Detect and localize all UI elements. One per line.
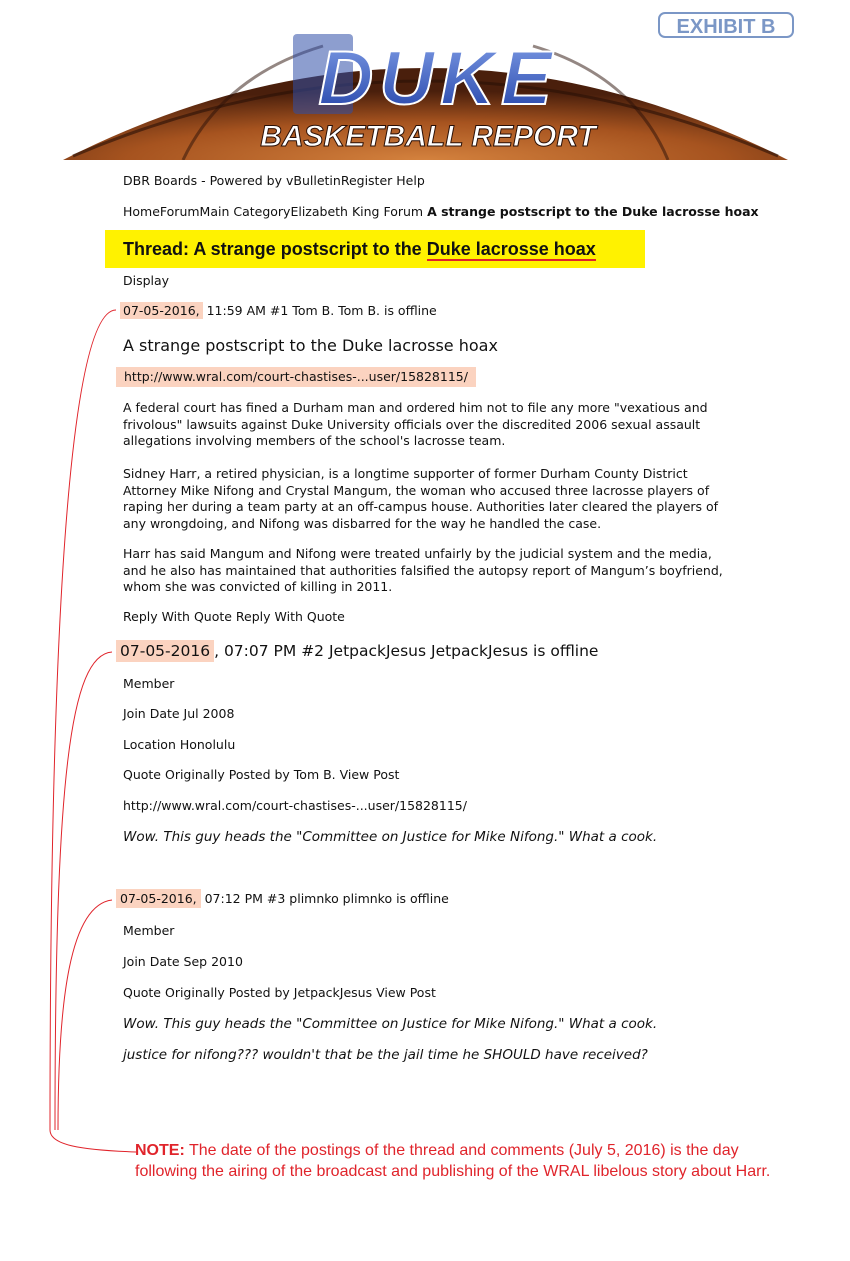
post2-role: Member [123, 676, 175, 691]
breadcrumb [123, 204, 759, 220]
post1-paragraph-3: Harr has said Mangum and Nifong were treated unfairly by the judicial system and the media, and he also has maintained that authorities falsified the autopsy report of Mangum’s boyfriend, whom she was convicted of killing in 2011. [123, 546, 723, 594]
thread-title-prefix: Thread: A strange postscript to the [123, 239, 427, 259]
post2-date: 07-05-2016 [116, 640, 214, 662]
bracket-post3 [58, 900, 112, 1130]
post2-location: Location Honolulu [123, 737, 236, 752]
note-text: The date of the postings of the thread and comments (July 5, 2016) is the day following the airing of the broadcast and publishing of the WRAL libelous story about Harr. [135, 1142, 771, 1180]
display-menu[interactable]: Display [123, 273, 170, 288]
post3-quote-header[interactable]: Quote Originally Posted by JetpackJesus View Post [123, 985, 436, 1000]
post1-date: 07-05-2016, [120, 302, 203, 319]
top-nav[interactable]: DBR Boards - Powered by vBulletinRegister Help [123, 173, 425, 188]
dbr-banner-logo [63, 16, 788, 160]
bracket-post1 [50, 310, 136, 1152]
post3-date: 07-05-2016, [116, 889, 201, 908]
banner-subtitle-text: BASKETBALL REPORT [260, 120, 596, 153]
post1-header [120, 303, 437, 319]
reply-with-quote-button[interactable]: Reply With Quote Reply With Quote [123, 609, 345, 624]
thread-title-highlight: Duke lacrosse hoax [426, 239, 596, 259]
note-label: NOTE: [135, 1142, 185, 1159]
post1-meta: 11:59 AM #1 Tom B. Tom B. is offline [202, 303, 437, 318]
exhibit-label: EXHIBIT B [658, 12, 794, 38]
post2-quote-header[interactable]: Quote Originally Posted by Tom B. View Post [123, 767, 400, 782]
breadcrumb-path[interactable]: HomeForumMain CategoryElizabeth King Forum [123, 204, 424, 219]
breadcrumb-current: A strange postscript to the Duke lacrosse hoax [427, 204, 759, 219]
bracket-post2 [55, 652, 112, 1130]
post2-quote-link[interactable]: http://www.wral.com/court-chastises-...user/15828115/ [123, 798, 467, 813]
annotation-brackets [40, 300, 140, 1160]
post3-quote-body: Wow. This guy heads the "Committee on Justice for Mike Nifong." What a cook. [123, 1016, 658, 1032]
banner-duke-text: DUKE [318, 36, 558, 121]
post2-meta: , 07:07 PM #2 JetpackJesus JetpackJesus is offline [214, 642, 599, 660]
post2-header [116, 640, 598, 662]
post3-header [116, 891, 449, 907]
post1-link[interactable]: http://www.wral.com/court-chastises-...user/15828115/ [116, 367, 476, 387]
post1-paragraph-2: Sidney Harr, a retired physician, is a longtime supporter of former Durham County District Attorney Mike Nifong and Crystal Mangum, the woman who accused three lacrosse players of raping her during a team party at an off-campus house. Authorities later cleared the players of any wrongdoing, and Nifong was disbarred for the way he handled the case. [123, 466, 719, 531]
post1-paragraph-1: A federal court has fined a Durham man and ordered him not to file any more "vexatious and frivolous" lawsuits against Duke University officials over the discredited 2006 sexual assault allegations involving members of the school's lacrosse team. [123, 400, 708, 448]
post3-body: justice for nifong??? wouldn't that be the jail time he SHOULD have received? [123, 1047, 648, 1063]
post3-role: Member [123, 923, 175, 938]
post1-title: A strange postscript to the Duke lacrosse hoax [123, 336, 498, 355]
post2-join-date: Join Date Jul 2008 [123, 706, 235, 721]
post2-body: Wow. This guy heads the "Committee on Justice for Mike Nifong." What a cook. [123, 829, 658, 845]
post3-meta: 07:12 PM #3 plimnko plimnko is offline [200, 891, 449, 906]
thread-title [105, 230, 645, 268]
annotation-note [135, 1140, 785, 1182]
post3-join-date: Join Date Sep 2010 [123, 954, 243, 969]
